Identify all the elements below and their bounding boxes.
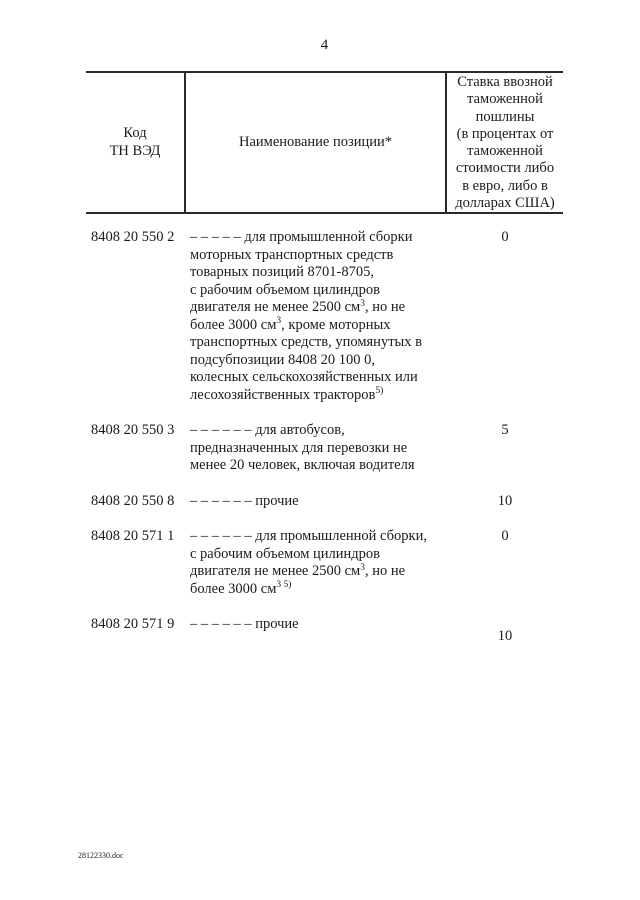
table-row <box>86 493 563 511</box>
row-name-line: подсубпозиции 8408 20 100 0, <box>190 351 376 368</box>
row-name-line: транспортных средств, упомянутых в <box>190 334 422 350</box>
row-name-line: – – – – – – прочие <box>190 492 299 509</box>
footer-filename: 28122330.doc <box>78 851 124 860</box>
row-name-line: моторных транспортных средств <box>190 246 394 263</box>
superscript-footnote: 3 <box>276 316 282 326</box>
row-name-line: лесохозяйственных тракторов$^{5)}$ <box>190 386 384 403</box>
row-name-line: более 3000 $см^{3 5)}$ <box>190 580 292 597</box>
row-name-line: колесных сельскохозяйственных или <box>190 369 418 385</box>
row-name-line: с рабочим объемом цилиндров <box>190 281 381 298</box>
row-code: 8408 20 571 1 <box>91 528 175 544</box>
row-name-line: – – – – – – для автобусов, <box>190 422 345 438</box>
table-header-row <box>86 71 563 214</box>
header-cell-name: Наименование позиции* <box>186 73 447 212</box>
table-row <box>86 528 563 598</box>
row-name-line: – – – – – – для промышленной сборки, <box>190 528 427 544</box>
table-body <box>86 214 563 646</box>
table-row <box>86 229 563 404</box>
row-name-line: менее 20 человек, включая водителя <box>190 457 415 473</box>
row-code: 8408 20 571 9 <box>91 616 175 632</box>
superscript-footnote: 3 <box>360 298 365 309</box>
row-name <box>186 616 447 634</box>
row-name <box>186 528 447 598</box>
row-name-line: – – – – – для промышленной сборки <box>190 229 413 245</box>
row-code: 8408 20 550 2 <box>91 229 175 245</box>
header-cell-rate: Ставка ввозной таможенной пошлины (в процентах от таможенной стоимости либо в евро, либо в долларах США) <box>455 74 555 212</box>
superscript-footnote: 5) <box>375 386 384 396</box>
row-name-line: товарных позиций 8701-8705, <box>190 264 374 280</box>
row-name <box>186 493 447 511</box>
table-row <box>86 616 563 646</box>
row-code: 8408 20 550 8 <box>91 492 175 509</box>
row-rate: 10 <box>497 628 513 644</box>
row-code: 8408 20 550 3 <box>91 422 175 438</box>
table-row <box>86 422 563 475</box>
row-rate: 10 <box>497 492 513 509</box>
row-rate: 0 <box>501 528 509 544</box>
superscript-footnote: 3 <box>360 562 365 573</box>
tariff-table <box>86 71 563 646</box>
row-name-line: предназначенных для перевозки не <box>190 439 408 456</box>
row-rate: 5 <box>501 422 509 438</box>
row-name <box>186 229 447 404</box>
row-name-line: более 3000 $см^3$, кроме моторных <box>190 316 391 333</box>
row-name-line: – – – – – – прочие <box>190 616 299 632</box>
row-rate: 0 <box>501 229 509 245</box>
page-number: 4 <box>320 37 329 53</box>
header-cell-code: Код ТН ВЭД <box>86 73 186 212</box>
superscript-footnote: 3 5) <box>276 580 292 590</box>
row-name-line: двигателя не менее 2500 $см^3$, но не <box>190 298 406 315</box>
row-name-line: с рабочим объемом цилиндров <box>190 545 381 562</box>
row-name-line: двигателя не менее 2500 $см^3$, но не <box>190 562 406 579</box>
row-name <box>186 422 447 475</box>
